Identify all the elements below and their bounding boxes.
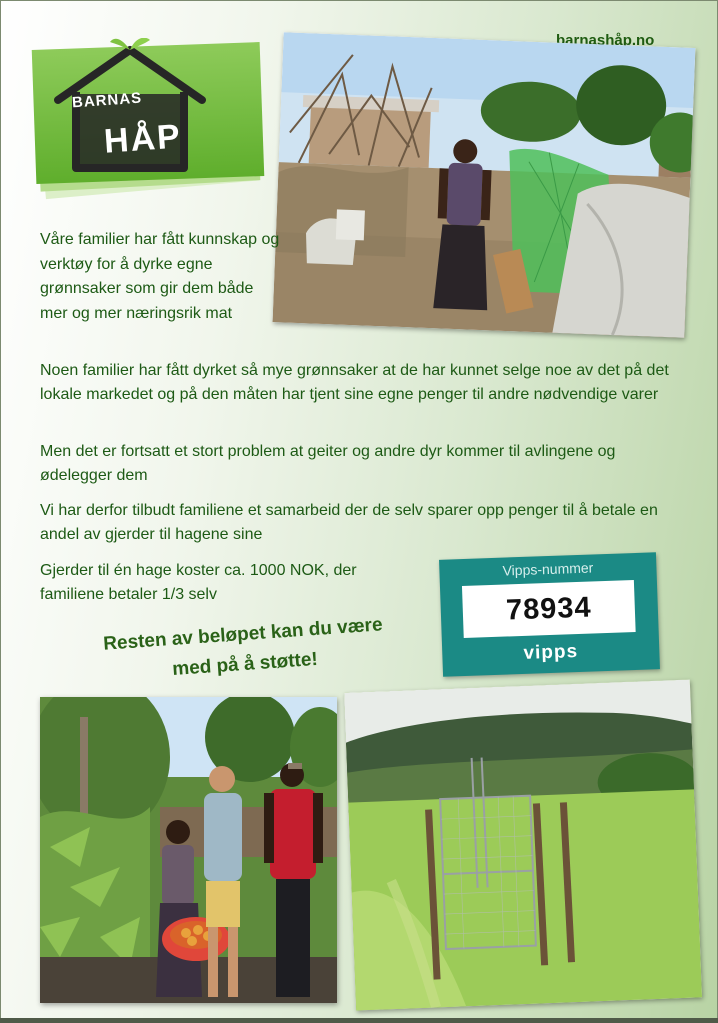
photo-people-with-tomatoes	[40, 697, 337, 1003]
vipps-logo: vipps	[523, 641, 579, 664]
call-to-action: Resten av beløpet kan du være med på å støtte!	[102, 614, 384, 681]
paragraph-savings-cooperation: Vi har derfor tilbudt familiene et samarbeid der de selv sparer opp penger til å betale en andel av gjerder til hagene sine	[40, 502, 658, 543]
logo-text-barnas: BARNAS	[71, 89, 143, 112]
paragraph-fence-cost: Gjerder til én hage koster ca. 1000 NOK, der familiene betaler 1/3 selv	[40, 562, 357, 603]
photo-fence-gate	[344, 679, 702, 1010]
site-url[interactable]: barnashåp.no	[556, 32, 655, 49]
logo-text-hap: HÅP	[102, 117, 183, 161]
vipps-donation-box[interactable]	[439, 552, 660, 677]
paragraph-goats-problem: Men det er fortsatt et stort problem at geiter og andre dyr kommer til avlingene og ødelegger dem	[40, 443, 616, 484]
photo-woman-in-garden	[273, 32, 696, 338]
paragraph-market: Noen familier har fått dyrket så mye grønnsaker at de har kunnet selge noe av det på det lokale markedet og på den måten har tjent sine egne penger til andre nødvendige varer	[40, 362, 669, 403]
bottom-bar	[0, 1018, 718, 1023]
intro-text: Våre familier har fått kunnskap og verktøy for å dyrke egne grønnsaker som gir dem både mer og mer næringsrik mat	[40, 231, 280, 322]
barnas-hap-logo	[34, 38, 270, 198]
vipps-number: 78934	[505, 591, 593, 627]
vipps-number-box	[462, 580, 636, 638]
vipps-label: Vipps-nummer	[502, 559, 594, 579]
